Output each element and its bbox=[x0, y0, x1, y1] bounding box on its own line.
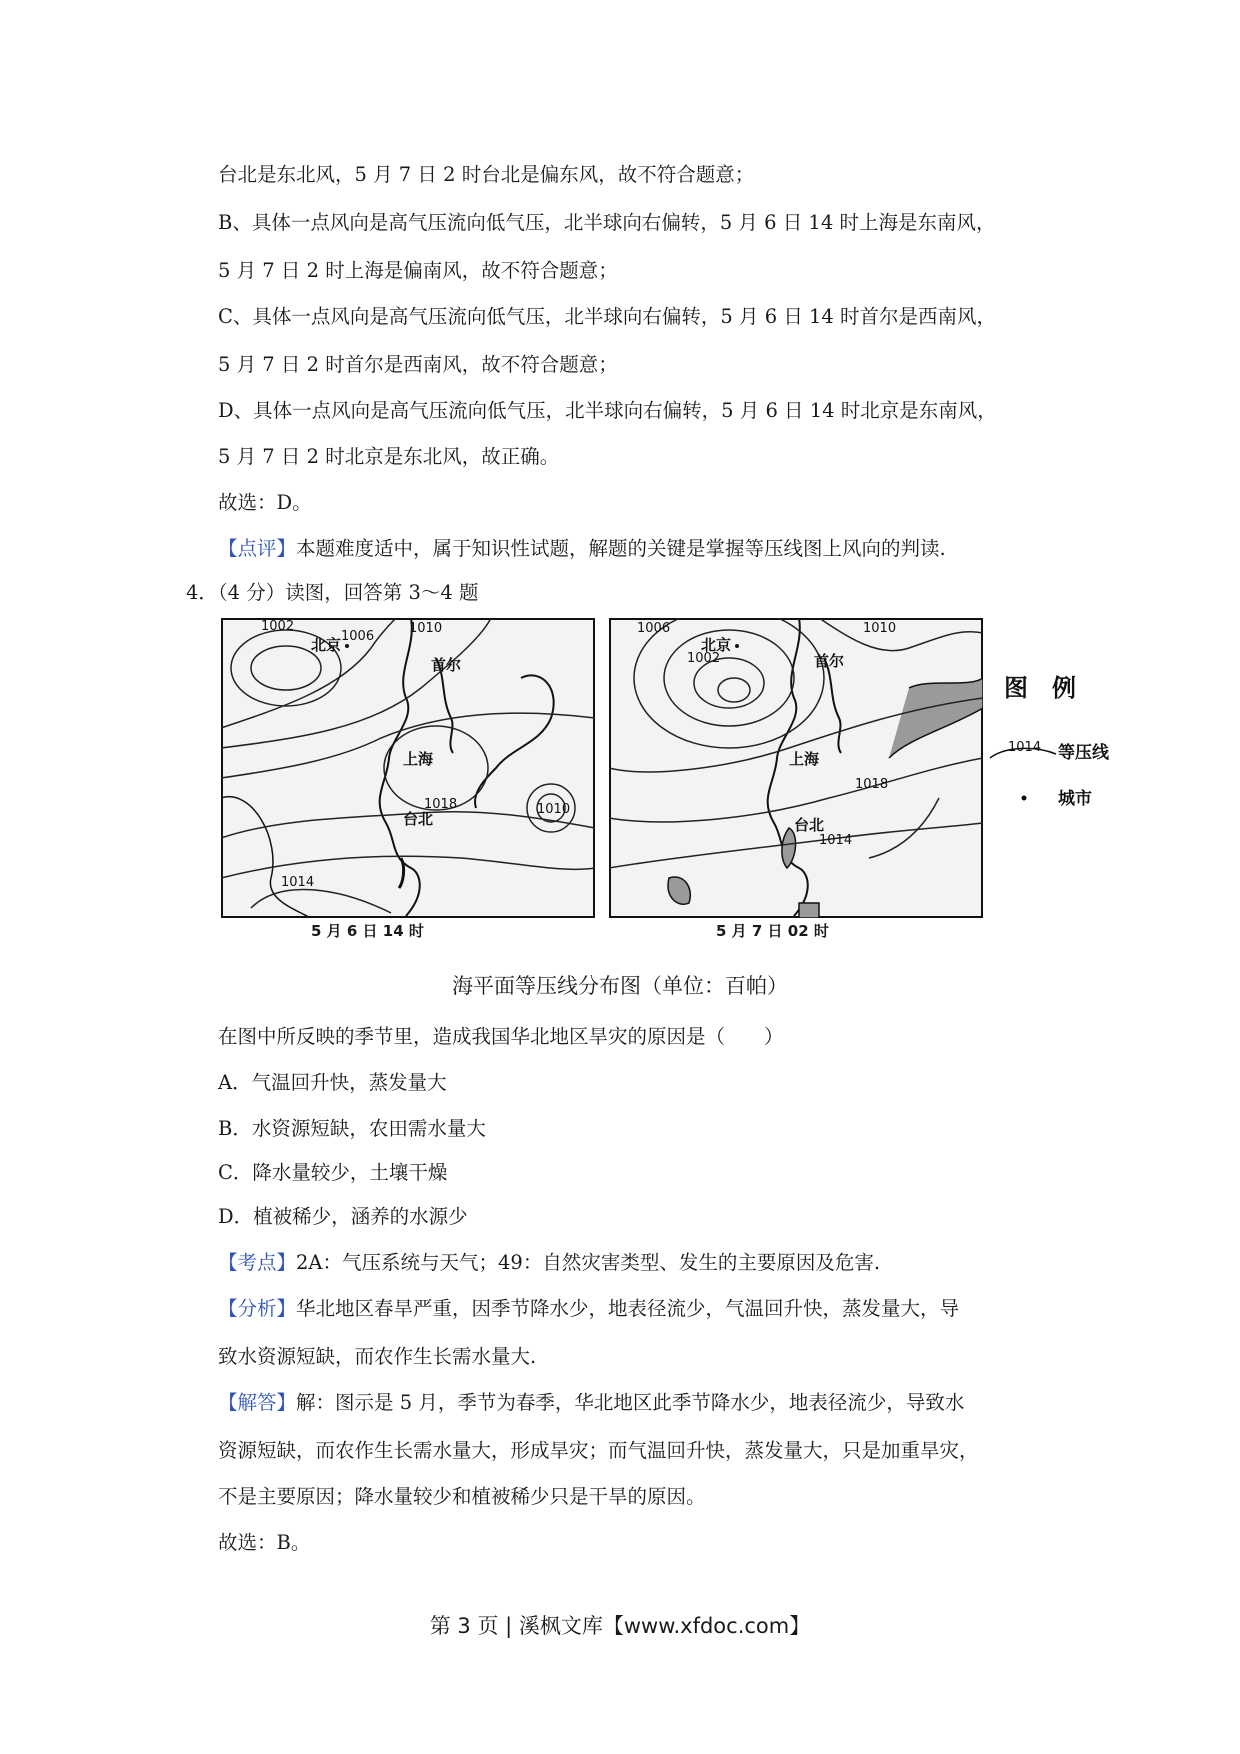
text-line: D、具体一点风向是高气压流向低气压，北半球向右偏转，5 月 6 日 14 时北京是东南风， bbox=[218, 399, 997, 422]
text-line: 故选：D。 bbox=[218, 491, 312, 514]
kaodian-line bbox=[218, 1248, 880, 1278]
isobar-label: 1010 bbox=[863, 621, 897, 636]
fenxi-text: 华北地区春旱严重，因季节降水少，地表径流少，气温回升快，蒸发量大，导 bbox=[296, 1297, 960, 1320]
comment-tag: 【点评】 bbox=[218, 537, 297, 560]
fenxi-line-2: 致水资源短缺，而农作生长需水量大. bbox=[218, 1345, 537, 1368]
city-label-beijing: 北京 bbox=[311, 636, 342, 654]
jieda-tag: 【解答】 bbox=[218, 1391, 297, 1414]
text-line: 台北是东北风，5 月 7 日 2 时台北是偏东风，故不符合题意； bbox=[218, 163, 755, 186]
jieda-line-2: 资源短缺，而农作生长需水量大，形成旱灾；而气温回升快，蒸发量大，只是加重旱灾， bbox=[218, 1439, 979, 1462]
isobar-label: 1018 bbox=[424, 797, 458, 812]
isobar-label: 1006 bbox=[341, 629, 375, 644]
isobar-label: 1002 bbox=[261, 619, 295, 634]
isobar-label: 1010 bbox=[409, 621, 443, 636]
map-may6 bbox=[221, 618, 595, 918]
fenxi-tag: 【分析】 bbox=[218, 1297, 297, 1320]
jieda-line-3: 不是主要原因；降水量较少和植被稀少只是干旱的原因。 bbox=[218, 1485, 706, 1508]
legend-isobar-value: 1014 bbox=[1008, 740, 1042, 755]
option-a: A．气温回升快，蒸发量大 bbox=[218, 1071, 447, 1094]
city-label-taipei: 台北 bbox=[794, 816, 825, 834]
map-legend bbox=[986, 658, 1136, 858]
isobar-label: 1014 bbox=[819, 833, 853, 848]
option-c: C．降水量较少，土壤干燥 bbox=[218, 1161, 448, 1184]
city-label-shanghai: 上海 bbox=[403, 750, 434, 768]
comment-line bbox=[218, 534, 946, 564]
city-label-seoul: 首尔 bbox=[814, 652, 845, 670]
city-label-beijing: 北京 bbox=[701, 636, 732, 654]
jieda-text: 解：图示是 5 月，季节为春季，华北地区此季节降水少，地表径流少，导致水 bbox=[296, 1391, 965, 1414]
isobar-label: 1002 bbox=[687, 651, 721, 666]
isobar-label: 1014 bbox=[281, 875, 315, 890]
map-caption: 5 月 7 日 02 时 bbox=[716, 922, 829, 940]
question-stem: 在图中所反映的季节里，造成我国华北地区旱灾的原因是（ ） bbox=[218, 1025, 784, 1048]
answer-line: 故选：B。 bbox=[218, 1531, 311, 1554]
city-label-shanghai: 上海 bbox=[789, 750, 820, 768]
legend-isobar-label: 等压线 bbox=[1058, 743, 1109, 763]
text-line: 5 月 7 日 2 时北京是东北风，故正确。 bbox=[218, 445, 560, 468]
isobar-label: 1018 bbox=[855, 777, 889, 792]
text-line: 5 月 7 日 2 时首尔是西南风，故不符合题意； bbox=[218, 353, 618, 376]
text-line: C、具体一点风向是高气压流向低气压，北半球向右偏转，5 月 6 日 14 时首尔是西南风， bbox=[218, 305, 997, 328]
question-text: （4 分）读图，回答第 3～4 题 bbox=[217, 581, 479, 604]
option-b: B．水资源短缺，农田需水量大 bbox=[218, 1117, 486, 1140]
isobar-label: 1006 bbox=[637, 621, 671, 636]
page-footer: 第 3 页 | 溪枫文库【www.xfdoc.com】 bbox=[429, 1614, 811, 1638]
kaodian-text: 2A：气压系统与天气；49：自然灾害类型、发生的主要原因及危害. bbox=[296, 1251, 881, 1274]
comment-text: 本题难度适中，属于知识性试题，解题的关键是掌握等压线图上风向的判读. bbox=[296, 537, 946, 560]
question-header bbox=[186, 578, 479, 608]
city-label-seoul: 首尔 bbox=[431, 656, 462, 674]
map-may7 bbox=[609, 618, 983, 918]
legend-city-label: 城市 bbox=[1058, 789, 1092, 809]
option-d: D．植被稀少，涵养的水源少 bbox=[218, 1205, 468, 1228]
isobar-label: 1010 bbox=[537, 802, 571, 817]
legend-title: 图 例 bbox=[1004, 674, 1076, 702]
kaodian-tag: 【考点】 bbox=[218, 1251, 297, 1274]
fenxi-line bbox=[218, 1294, 959, 1324]
question-number: 4． bbox=[186, 581, 218, 604]
city-label-taipei: 台北 bbox=[403, 810, 434, 828]
map-caption: 5 月 6 日 14 时 bbox=[311, 922, 424, 940]
text-line: B、具体一点风向是高气压流向低气压，北半球向右偏转，5 月 6 日 14 时上海是东南风， bbox=[218, 211, 996, 234]
jieda-line bbox=[218, 1388, 964, 1418]
isobar-figure bbox=[216, 618, 1136, 943]
text-line: 5 月 7 日 2 时上海是偏南风，故不符合题意； bbox=[218, 259, 618, 282]
figure-title: 海平面等压线分布图（单位：百帕） bbox=[452, 974, 788, 998]
